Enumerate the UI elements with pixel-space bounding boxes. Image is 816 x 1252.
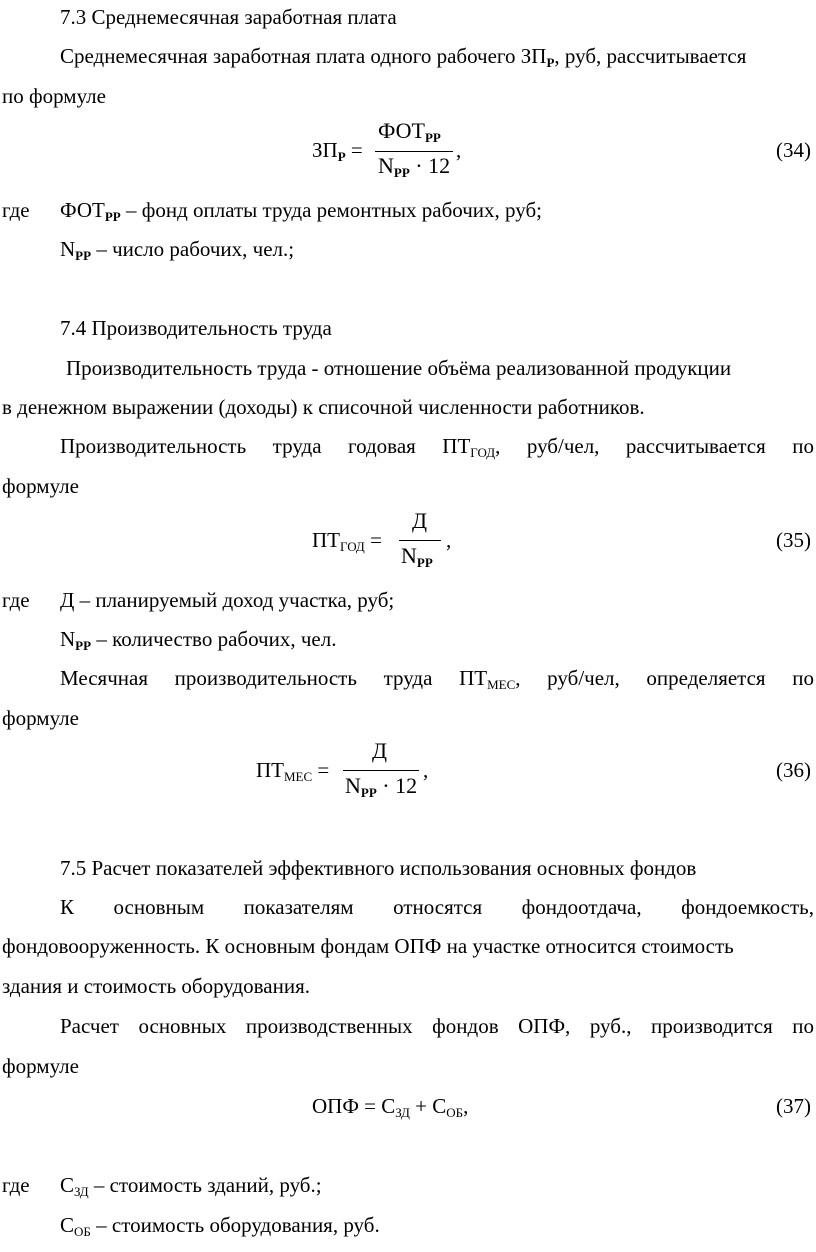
formula-comma: , bbox=[423, 758, 429, 782]
definition-line: $С_{ЗД}$ – стоимость зданий, руб.; bbox=[60, 1173, 322, 1199]
paragraph-line: Производительность труда годовая $ПТ_{ГОД}$, руб/чел, рассчитывается по bbox=[60, 434, 814, 460]
section-heading-7-5: 7.5 Расчет показателей эффективного использования основных фондов bbox=[60, 856, 697, 880]
formula-numerator: ФОТРР bbox=[378, 118, 441, 145]
equation-number: (36) bbox=[776, 758, 811, 782]
definition-line: NРР – число рабочих, чел.; bbox=[60, 237, 295, 263]
paragraph-line: в денежном выражении (доходы) к списочной численности работников. bbox=[2, 395, 645, 419]
paragraph-line: Производительность труда - отношение объёма реализованной продукции bbox=[66, 356, 732, 380]
formula-lhs: ЗПР = bbox=[312, 138, 363, 164]
formula-denominator: NРР · 12 bbox=[345, 773, 418, 800]
formula-comma: , bbox=[456, 138, 462, 162]
formula-body: ОПФ = $С_{ЗД} + С_{ОБ}$, bbox=[312, 1094, 469, 1120]
definition-line: ФОТРР – фонд оплаты труда ремонтных рабочих, руб; bbox=[60, 198, 542, 224]
paragraph-line: фондовооруженность. К основным фондам ОПФ на участке относится стоимость bbox=[2, 934, 734, 958]
definition-line: Д – планируемый доход участка, руб; bbox=[60, 588, 395, 612]
definition-line: $С_{ОБ}$ – стоимость оборудования, руб. bbox=[60, 1213, 380, 1239]
fraction-bar bbox=[399, 540, 441, 541]
definition-line: NРР – количество рабочих, чел. bbox=[60, 627, 337, 653]
fraction-bar bbox=[375, 151, 453, 152]
where-label: где bbox=[2, 198, 30, 222]
paragraph-line: формуле bbox=[2, 1054, 79, 1078]
paragraph-line: здания и стоимость оборудования. bbox=[2, 974, 311, 998]
paragraph-line: формуле bbox=[2, 706, 79, 730]
formula-comma: , bbox=[446, 528, 452, 552]
paragraph-line: К основным показателям относятся фондоотдача, фондоемкость, bbox=[60, 895, 814, 919]
formula-numerator: Д bbox=[412, 508, 428, 533]
formula-numerator: Д bbox=[372, 738, 388, 763]
section-heading-7-3: 7.3 Среднемесячная заработная плата bbox=[60, 5, 397, 29]
paragraph-line: формуле bbox=[2, 474, 79, 498]
where-label: где bbox=[2, 1173, 30, 1197]
paragraph-line: Месячная производительность труда $ПТ_{МЕС}$, руб/чел, определяется по bbox=[60, 666, 814, 692]
paragraph-line: Среднемесячная заработная плата одного рабочего ЗПР, руб, рассчитывается bbox=[60, 44, 747, 70]
formula-lhs: $ПТ_{ГОД}$ = bbox=[312, 528, 382, 554]
formula-denominator: NРР · 12 bbox=[378, 153, 451, 180]
fraction-bar bbox=[343, 770, 419, 771]
where-label: где bbox=[2, 588, 30, 612]
equation-number: (37) bbox=[776, 1094, 811, 1118]
equation-number: (34) bbox=[776, 138, 811, 162]
paragraph-line: Расчет основных производственных фондов ОПФ, руб., производится по bbox=[60, 1014, 814, 1038]
section-heading-7-4: 7.4 Производительность труда bbox=[60, 316, 332, 340]
equation-number: (35) bbox=[776, 528, 811, 552]
formula-lhs: $ПТ_{МЕС}$ = bbox=[256, 758, 330, 784]
paragraph-line: по формуле bbox=[2, 84, 106, 108]
formula-denominator: NРР bbox=[401, 543, 433, 570]
